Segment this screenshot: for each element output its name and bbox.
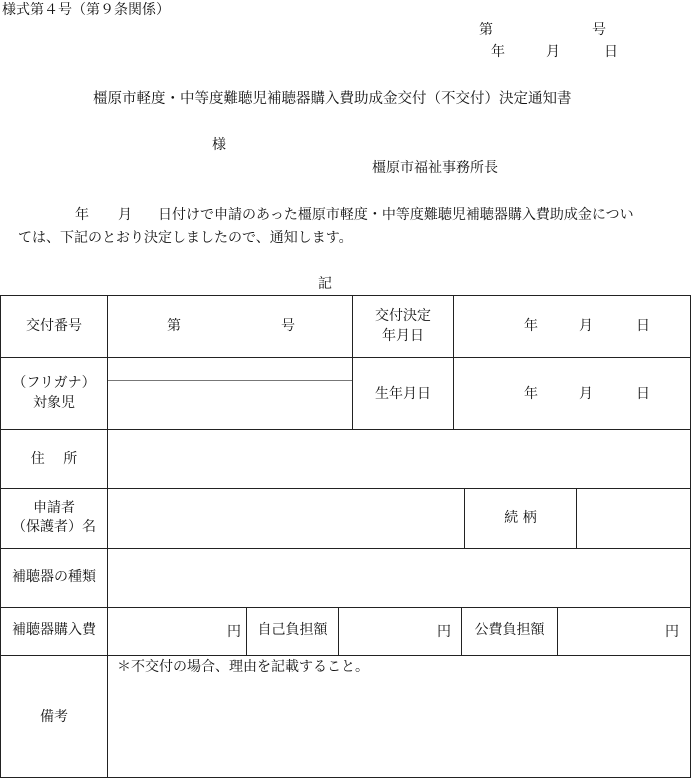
child-label-1: （フリガナ） (12, 375, 96, 391)
public-pay-label: 公費負担額 (474, 622, 545, 638)
purchase-cost-unit: 円 (227, 624, 241, 640)
address-label: 住 所 (30, 451, 78, 467)
applicant-label-2: （保護者）名 (12, 519, 96, 535)
child-label-2: 対象児 (33, 395, 75, 411)
recipient-honorific: 様 (212, 137, 226, 153)
decision-date-month: 月 (579, 318, 593, 334)
birth-date-day: 日 (636, 386, 650, 402)
document-title: 橿原市軽度・中等度難聴児補聴器購入費助成金交付（不交付）決定通知書 (93, 91, 572, 107)
public-pay-unit: 円 (665, 624, 679, 640)
purchase-cost-label: 補聴器購入費 (12, 622, 96, 638)
body-line1: 日付けで申請のあった橿原市軽度・中等度難聴児補聴器購入費助成金につい (158, 207, 634, 223)
birth-date-month: 月 (579, 386, 593, 402)
form-label: 様式第４号（第９条関係） (2, 2, 170, 18)
ki-label: 記 (318, 276, 332, 292)
decision-date-label-2: 年月日 (382, 328, 424, 344)
grant-number-suffix: 号 (281, 318, 295, 334)
notice-date-day: 日 (604, 44, 618, 60)
self-pay-label: 自己負担額 (257, 622, 328, 638)
decision-date-label-1: 交付決定 (375, 308, 431, 324)
body-line2: ては、下記のとおり決定しましたので、通知します。 (18, 230, 353, 246)
birth-date-year: 年 (524, 386, 538, 402)
remarks-label: 備考 (40, 709, 68, 725)
issuer-name: 橿原市福祉事務所長 (372, 160, 498, 176)
decision-date-year: 年 (524, 318, 538, 334)
grant-number-prefix: 第 (167, 318, 181, 334)
birth-date-label: 生年月日 (375, 386, 431, 402)
notice-date-year: 年 (491, 44, 505, 60)
decision-date-day: 日 (636, 318, 650, 334)
notice-number-prefix: 第 (479, 22, 493, 38)
applicant-label-1: 申請者 (33, 500, 75, 516)
self-pay-unit: 円 (437, 624, 451, 640)
body-year: 年 (75, 207, 89, 223)
grant-number-label: 交付番号 (26, 318, 82, 334)
remarks-note: ＊不交付の場合、理由を記載すること。 (117, 659, 369, 675)
relationship-label: 続 柄 (504, 510, 537, 526)
notice-number-suffix: 号 (592, 22, 606, 38)
hearing-aid-type-label: 補聴器の種類 (12, 569, 96, 585)
body-month: 月 (118, 207, 132, 223)
notice-date-month: 月 (546, 44, 560, 60)
